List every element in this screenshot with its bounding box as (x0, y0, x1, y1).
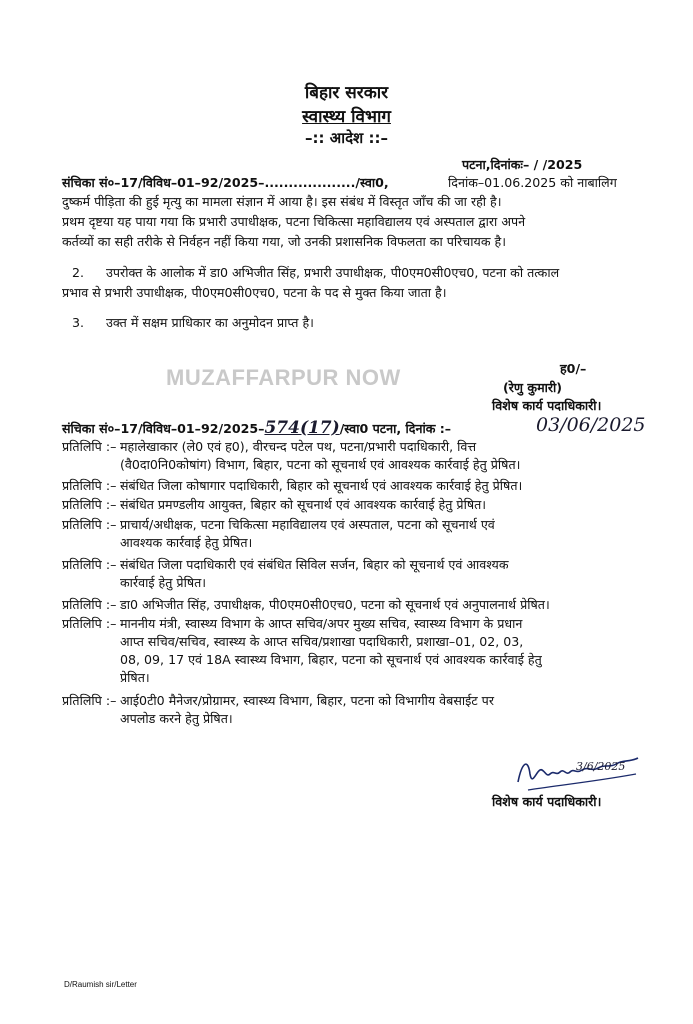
handwritten-date: 03/06/2025 (536, 414, 646, 436)
reference-blank: ................... (264, 175, 356, 190)
copy-item (120, 477, 642, 495)
para1-line2: दुष्कर्म पीड़िता की हुई मृत्यु का मामला संज्ञान में आया है। इस संबंध में विस्तृत जाँच की जा रही है। (62, 194, 502, 209)
copy-line: डा0 अभिजीत सिंह, उपाधीक्षक, पी0एम0सी0एच0, पटना को सूचनार्थ एवं अनुपालनार्थ प्रेषित। (120, 597, 550, 612)
department-title: स्वास्थ्य विभाग (302, 107, 391, 127)
reference2-prefix: संचिका सं०–17/विविध–01–92/2025– (62, 421, 265, 436)
copy-label: प्रतिलिपि :– (62, 478, 117, 493)
copy-label: प्रतिलिपि :– (62, 497, 117, 512)
para1-line1: दिनांक–01.06.2025 को नाबालिग (448, 175, 617, 190)
signature1-name: (रेणु कुमारी) (503, 380, 563, 395)
copy-line: प्राचार्य/अधीक्षक, पटना चिकित्सा महाविद्यालय एवं अस्पताल, पटना को सूचनार्थ एवं (120, 517, 495, 532)
signature1-sd: ह0/– (560, 361, 587, 376)
copy-item (120, 692, 642, 728)
para1-line4: कर्तव्यों का सही तरीके से निर्वहन नहीं किया गया, जो उनकी प्रशासनिक विफलता का परिचायक है। (62, 234, 506, 249)
copy-line: अपलोड करने हेतु प्रेषित। (120, 711, 233, 726)
copy-label: प्रतिलिपि :– (62, 517, 117, 532)
copy-line: माननीय मंत्री, स्वास्थ्य विभाग के आप्त सचिव/अपर मुख्य सचिव, स्वास्थ्य विभाग के प्रधान (120, 616, 523, 631)
order-heading: –:: आदेश ::– (305, 129, 388, 147)
place-date: पटना,दिनांकः– / /2025 (462, 157, 583, 172)
copy-line: संबंधित प्रमण्डलीय आयुक्त, बिहार को सूचनार्थ एवं आवश्यक कार्रवाई हेतु प्रेषित। (120, 497, 487, 512)
copy-label: प्रतिलिपि :– (62, 557, 117, 572)
copy-item (120, 496, 642, 514)
signature2-designation: विशेष कार्य पदाधिकारी। (492, 794, 602, 809)
copy-line: संबंधित जिला पदाधिकारी एवं संबंधित सिविल सर्जन, बिहार को सूचनार्थ एवं आवश्यक (120, 557, 509, 572)
copy-item (120, 556, 642, 592)
para1-line3: प्रथम दृष्टया यह पाया गया कि प्रभारी उपाधीक्षक, पटना चिकित्सा महाविद्यालय एवं अस्पताल द्वारा अपने (62, 214, 526, 229)
footer-reference: D/Raumish sir/Letter (64, 980, 137, 989)
copy-label: प्रतिलिपि :– (62, 597, 117, 612)
reference2-suffix: /स्वा0 पटना, दिनांक :– (339, 421, 452, 436)
para2-number: 2. (72, 265, 85, 280)
reference-number-1 (62, 174, 389, 192)
reference-suffix: /स्वा0, (355, 175, 389, 190)
copy-line: आवश्यक कार्रवाई हेतु प्रेषित। (120, 535, 253, 550)
para2-line2: प्रभाव से प्रभारी उपाधीक्षक, पी0एम0सी0एच0, पटना के पद से मुक्त किया जाता है। (62, 285, 447, 300)
copy-item (120, 615, 642, 687)
signature-scrawl-icon (512, 752, 644, 796)
copy-line: कार्रवाई हेतु प्रेषित। (120, 575, 207, 590)
watermark-text: MUZAFFARPUR NOW (166, 365, 401, 390)
copy-item (120, 596, 642, 614)
copy-line: संबंधित जिला कोषागार पदाधिकारी, बिहार को सूचनार्थ एवं आवश्यक कार्रवाई हेतु प्रेषित। (120, 478, 523, 493)
copy-line: प्रेषित। (120, 670, 150, 685)
reference-number-2 (62, 419, 451, 438)
para3-line1: उक्त में सक्षम प्राधिकार का अनुमोदन प्राप्त है। (106, 315, 314, 330)
para2-line1: उपरोक्त के आलोक में डा0 अभिजीत सिंह, प्रभारी उपाधीक्षक, पी0एम0सी0एच0, पटना को तत्काल (106, 265, 560, 280)
copy-line: महालेखाकार (ले0 एवं ह0), वीरचन्द पटेल पथ, पटना/प्रभारी पदाधिकारी, वित्त (120, 439, 477, 454)
signature-scrawl-date: 3/6/2025 (576, 760, 626, 773)
copy-line: (वै0दा0नि0कोषांग) विभाग, बिहार, पटना को सूचनार्थ एवं आवश्यक कार्रवाई हेतु प्रेषित। (120, 457, 521, 472)
copy-label: प्रतिलिपि :– (62, 439, 117, 454)
copy-line: आई0टी0 मैनेजर/प्रोग्रामर, स्वास्थ्य विभाग, बिहार, पटना को विभागीय वेबसाईट पर (120, 693, 494, 708)
government-title: बिहार सरकार (304, 83, 389, 103)
copy-item (120, 438, 642, 474)
copy-item (120, 516, 642, 552)
signature1-designation: विशेष कार्य पदाधिकारी। (492, 398, 602, 413)
handwritten-dispatch-number: 574(17) (264, 418, 340, 438)
reference-prefix: संचिका सं०–17/विविध–01–92/2025– (62, 175, 265, 190)
para3-number: 3. (72, 315, 85, 330)
copy-label: प्रतिलिपि :– (62, 693, 117, 708)
copy-line: आप्त सचिव/सचिव, स्वास्थ्य के आप्त सचिव/प्रशाखा पदाधिकारी, प्रशाखा–01, 02, 03, (120, 634, 524, 649)
copy-label: प्रतिलिपि :– (62, 616, 117, 631)
copy-line: 08, 09, 17 एवं 18A स्वास्थ्य विभाग, बिहार, पटना को सूचनार्थ एवं आवश्यक कार्रवाई हेतु (120, 652, 542, 667)
